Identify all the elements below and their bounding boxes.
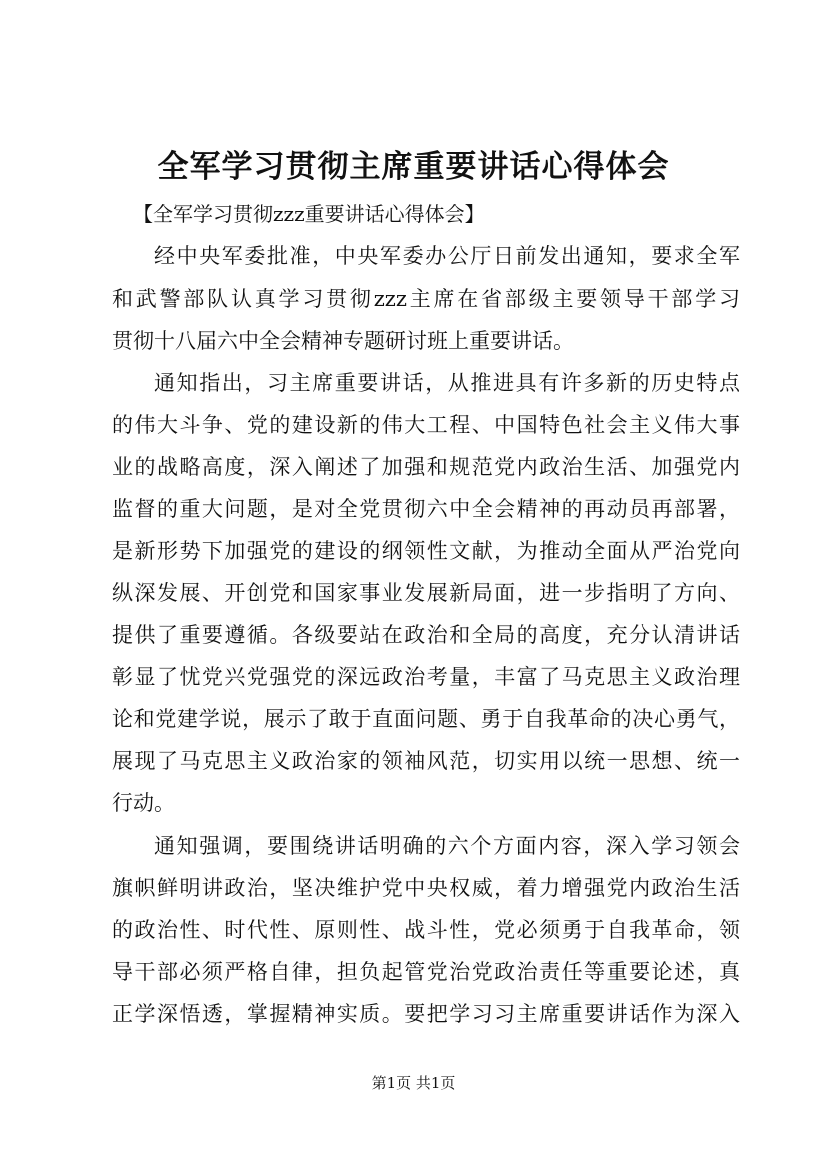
paragraph-line: 监督的重大问题，是对全党贯彻六中全会精神的再动员再部署，: [112, 497, 740, 521]
paragraph-line: 贯彻十八届六中全会精神专题研讨班上重要讲话。: [112, 329, 574, 353]
paragraph-line: 的政治性、时代性、原则性、战斗性，党必须勇于自我革命，领: [112, 918, 740, 942]
paragraph-line: 是新形势下加强党的建设的纲领性文献，为推动全面从严治党向: [112, 539, 740, 563]
document-title: 全军学习贯彻主席重要讲话心得体会: [157, 149, 670, 185]
paragraph-line: 通知指出，习主席重要讲话，从推进具有许多新的历史特点: [154, 371, 740, 395]
paragraph-line: 展现了马克思主义政治家的领袖风范，切实用以统一思想、统一: [112, 749, 740, 773]
page-number-footer: 第1页 共1页: [371, 1074, 456, 1092]
paragraph-line: 业的战略高度，深入阐述了加强和规范党内政治生活、加强党内: [112, 455, 740, 479]
paragraph-line: 导干部必须严格自律，担负起管党治党政治责任等重要论述，真: [112, 960, 740, 984]
document-subtitle: 【全军学习贯彻zzz重要讲话心得体会】: [133, 202, 485, 226]
paragraph-line: 行动。: [112, 791, 175, 815]
paragraph-line: 的伟大斗争、党的建设新的伟大工程、中国特色社会主义伟大事: [112, 413, 740, 437]
paragraph-line: 纵深发展、开创党和国家事业发展新局面，进一步指明了方向、: [112, 581, 740, 605]
paragraph-line: 经中央军委批准，中央军委办公厅日前发出通知，要求全军: [154, 244, 740, 268]
paragraph-line: 旗帜鲜明讲政治，坚决维护党中央权威，着力增强党内政治生活: [112, 876, 740, 900]
paragraph-line: 和武警部队认真学习贯彻zzz主席在省部级主要领导干部学习: [112, 287, 740, 311]
paragraph-line: 提供了重要遵循。各级要站在政治和全局的高度，充分认清讲话: [112, 623, 740, 647]
paragraph-line: 正学深悟透，掌握精神实质。要把学习习主席重要讲话作为深入: [112, 1002, 740, 1026]
paragraph-line: 彰显了忧党兴党强党的深远政治考量，丰富了马克思主义政治理: [112, 665, 740, 689]
paragraph-line: 通知强调，要围绕讲话明确的六个方面内容，深入学习领会: [154, 834, 740, 858]
paragraph-line: 论和党建学说，展示了敢于直面问题、勇于自我革命的决心勇气，: [112, 707, 740, 731]
